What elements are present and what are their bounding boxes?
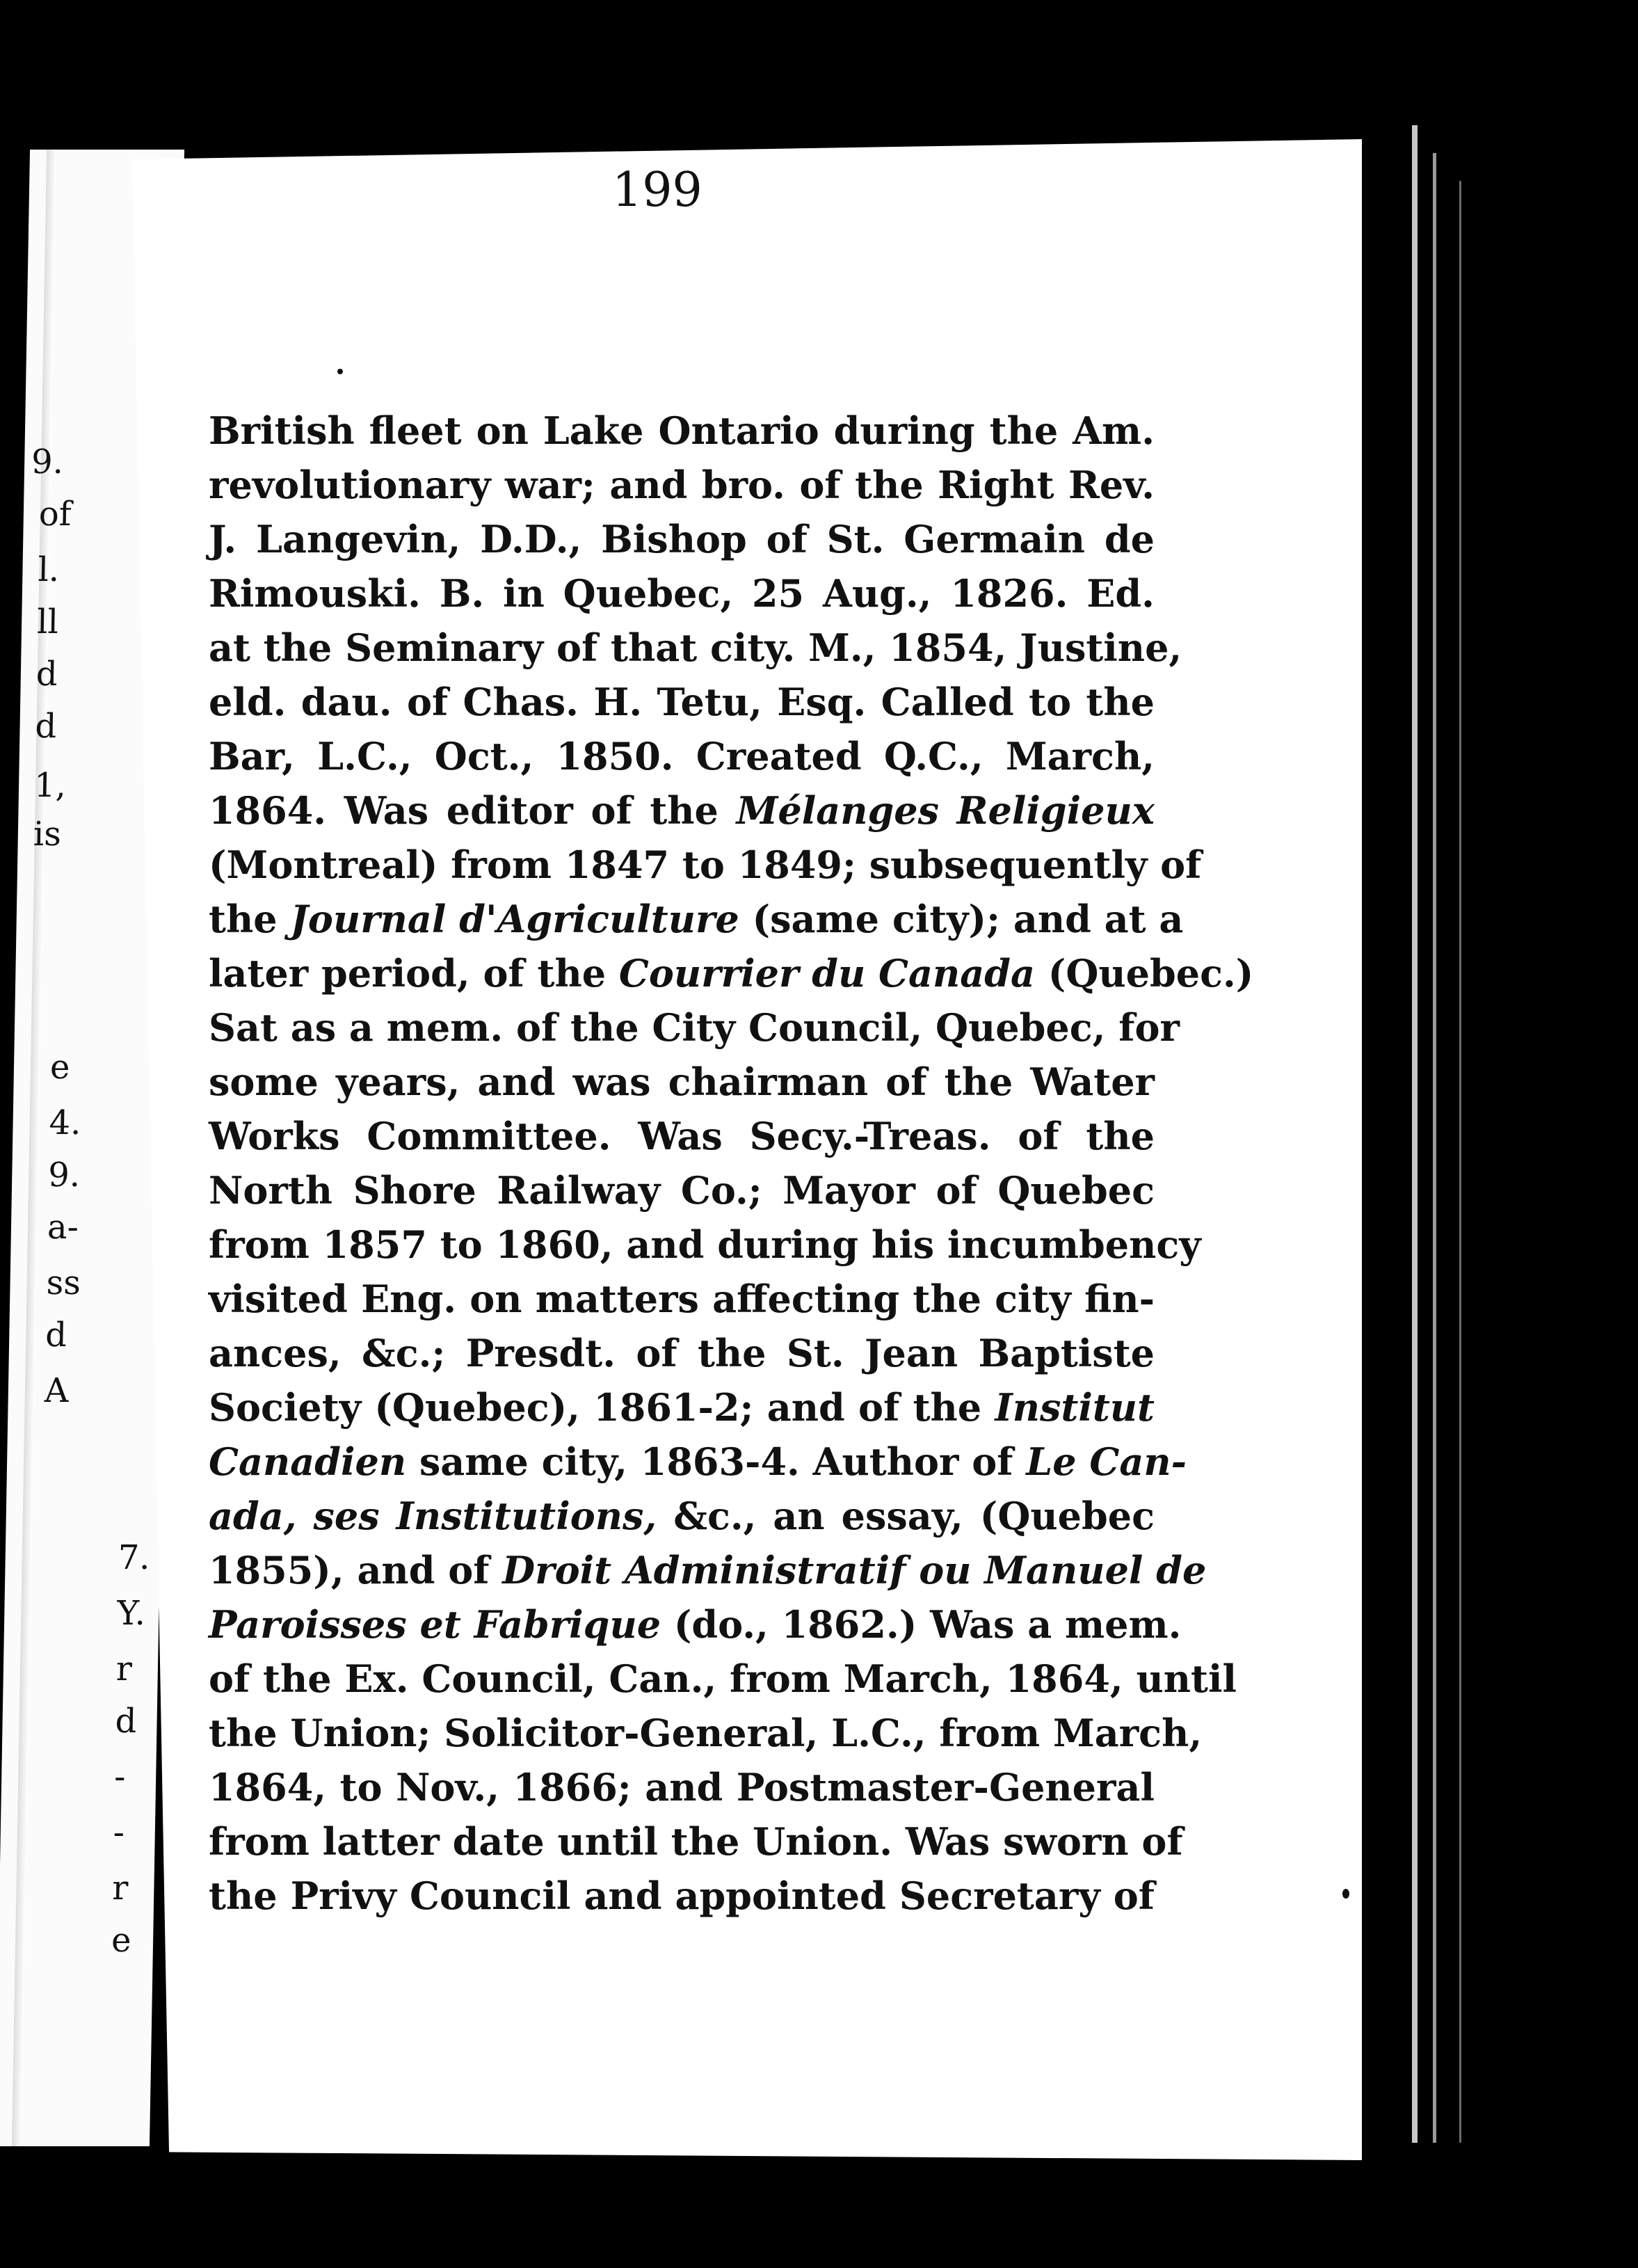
text-line bbox=[209, 838, 1202, 892]
text-line bbox=[209, 1326, 1155, 1380]
text-run: Journal d'Agriculture bbox=[290, 897, 739, 941]
text-line bbox=[209, 1814, 1183, 1869]
adjacent-page-fragment: d bbox=[45, 1316, 67, 1355]
book-edge bbox=[1459, 181, 1461, 2143]
text-run: Le Can- bbox=[1026, 1439, 1187, 1484]
text-line bbox=[209, 1217, 1201, 1272]
text-line bbox=[209, 1760, 1155, 1814]
book-edge bbox=[1412, 125, 1418, 2143]
text-run: at the Seminary of that city. M., 1854, Justine, bbox=[209, 625, 1182, 670]
text-run: ada, ses Institutions, bbox=[209, 1494, 657, 1538]
text-run: (Quebec.) bbox=[1034, 951, 1254, 996]
text-line bbox=[209, 621, 1182, 675]
text-run: &c., an essay, (Quebec bbox=[657, 1494, 1155, 1538]
adjacent-page-fragment: 1, bbox=[33, 766, 67, 805]
adjacent-page-fragment: 9. bbox=[47, 1156, 81, 1195]
text-line bbox=[209, 1380, 1155, 1435]
text-line bbox=[209, 1597, 1182, 1652]
adjacent-page-fragment: 4. bbox=[49, 1103, 81, 1142]
text-run: eld. dau. of Chas. H. Tetu, Esq. Called to the bbox=[209, 680, 1155, 724]
text-run: North Shore Railway Co.; Mayor of Quebec bbox=[209, 1168, 1155, 1213]
ink-speck bbox=[1342, 1889, 1349, 1899]
text-run: (same city); and at a bbox=[739, 897, 1184, 941]
text-line bbox=[209, 1543, 1207, 1597]
text-run: Works Committee. Was Secy.-Treas. of the bbox=[209, 1114, 1155, 1158]
adjacent-page-fragment: ll bbox=[36, 602, 59, 641]
adjacent-page-fragment: 7. bbox=[118, 1538, 151, 1577]
adjacent-page-fragment: e bbox=[49, 1048, 70, 1087]
text-run: ances, &c.; Presdt. of the St. Jean Baptiste bbox=[209, 1331, 1155, 1375]
adjacent-page-fragment: ss bbox=[46, 1263, 81, 1302]
ink-speck bbox=[337, 369, 343, 374]
text-line bbox=[209, 1163, 1155, 1217]
page-number: 199 bbox=[612, 163, 702, 218]
adjacent-page-fragment: r bbox=[111, 1869, 129, 1908]
text-run: the Privy Council and appointed Secretary of bbox=[209, 1874, 1155, 1918]
text-line bbox=[209, 729, 1155, 783]
text-run: Bar, L.C., Oct., 1850. Created Q.C., March, bbox=[209, 734, 1155, 778]
text-line bbox=[209, 512, 1155, 566]
text-run: (do., 1862.) Was a mem. bbox=[661, 1602, 1182, 1647]
text-run: same city, 1863-4. Author of bbox=[406, 1439, 1027, 1484]
text-run: Courrier du Canada bbox=[618, 951, 1035, 996]
text-line bbox=[209, 1489, 1155, 1543]
text-line bbox=[209, 458, 1155, 512]
text-run: of the Ex. Council, Can., from March, 1864, until bbox=[209, 1656, 1237, 1701]
text-run: visited Eng. on matters affecting the city fin- bbox=[209, 1277, 1155, 1321]
adjacent-page-fragment: e bbox=[111, 1921, 132, 1960]
text-run: Paroisses et Fabrique bbox=[209, 1602, 661, 1647]
adjacent-page-fragment: A bbox=[44, 1371, 70, 1410]
adjacent-page-fragment: a- bbox=[47, 1208, 79, 1247]
text-run: Society (Quebec), 1861-2; and of the bbox=[209, 1385, 995, 1430]
adjacent-page-fragment: d bbox=[35, 655, 58, 694]
text-line bbox=[209, 1706, 1203, 1760]
text-run: J. Langevin, D.D., Bishop of St. Germain de bbox=[209, 517, 1155, 561]
text-line bbox=[209, 946, 1254, 1000]
adjacent-page-fragment: l. bbox=[38, 550, 60, 589]
text-run: revolutionary war; and bro. of the Right Rev. bbox=[209, 463, 1155, 507]
adjacent-page-fragment: is bbox=[33, 815, 62, 854]
text-line bbox=[209, 675, 1155, 729]
adjacent-page-fragment: - bbox=[113, 1757, 126, 1796]
text-run: from latter date until the Union. Was sworn of bbox=[209, 1819, 1183, 1864]
text-line bbox=[209, 783, 1155, 838]
text-line bbox=[209, 566, 1155, 621]
text-run: 1864. Was editor of the bbox=[209, 788, 737, 833]
text-run: Institut bbox=[995, 1385, 1155, 1430]
text-line bbox=[209, 1869, 1155, 1923]
text-run: from 1857 to 1860, and during his incumbency bbox=[209, 1222, 1201, 1267]
text-run: (Montreal) from 1847 to 1849; subsequently of bbox=[209, 842, 1202, 887]
text-line bbox=[209, 1272, 1155, 1326]
text-line bbox=[209, 1652, 1237, 1706]
text-run: Rimouski. B. in Quebec, 25 Aug., 1826. Ed. bbox=[209, 571, 1155, 616]
adjacent-page-fragment: 9. bbox=[31, 442, 64, 481]
adjacent-page-fragment: r bbox=[115, 1650, 133, 1688]
body-text bbox=[209, 404, 1254, 1923]
text-run: British fleet on Lake Ontario during the Am. bbox=[209, 408, 1155, 453]
text-line bbox=[209, 404, 1155, 458]
text-run: 1855), and of bbox=[209, 1548, 503, 1592]
adjacent-page-fragment: of bbox=[38, 495, 72, 534]
text-line bbox=[209, 892, 1184, 946]
adjacent-page-fragment: d bbox=[35, 707, 57, 746]
text-line bbox=[209, 1435, 1187, 1489]
text-line bbox=[209, 1000, 1180, 1055]
text-run: 1864, to Nov., 1866; and Postmaster-General bbox=[209, 1765, 1155, 1810]
text-run: Sat as a mem. of the City Council, Quebec, for bbox=[209, 1005, 1180, 1050]
book-edge bbox=[1433, 153, 1436, 2143]
adjacent-page-fragment: - bbox=[113, 1813, 125, 1852]
adjacent-page-fragment: d bbox=[115, 1702, 137, 1741]
text-run: Mélanges Religieux bbox=[736, 788, 1155, 833]
text-run: later period, of the bbox=[209, 951, 619, 996]
text-line bbox=[209, 1109, 1155, 1163]
text-run: the bbox=[209, 897, 291, 941]
text-run: some years, and was chairman of the Water bbox=[209, 1060, 1155, 1104]
text-run: Droit Administratif ou Manuel de bbox=[502, 1548, 1207, 1592]
adjacent-page-fragment: Y. bbox=[116, 1594, 146, 1633]
text-line bbox=[209, 1055, 1155, 1109]
text-run: Canadien bbox=[209, 1439, 407, 1484]
text-run: the Union; Solicitor-General, L.C., from March, bbox=[209, 1711, 1203, 1755]
